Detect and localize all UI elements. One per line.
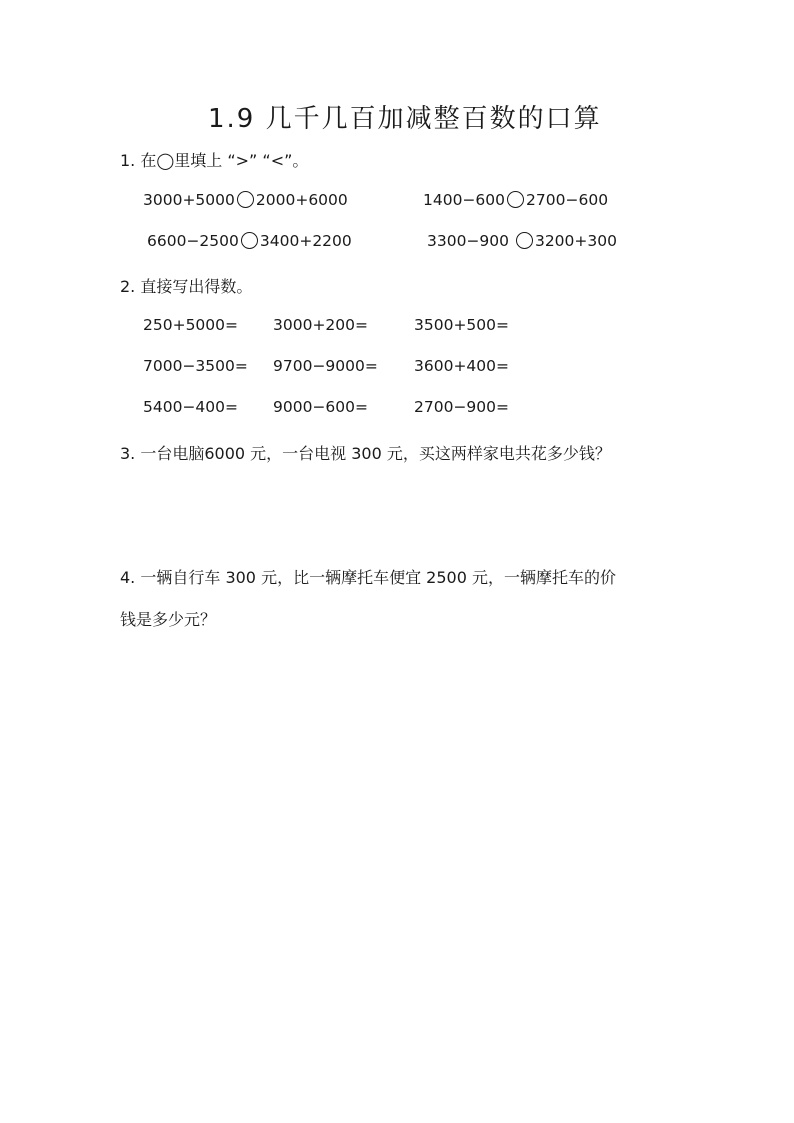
compare-expression <box>423 191 608 209</box>
expression-right: 3200+300 <box>534 232 617 250</box>
arithmetic-expression: 250+5000= <box>143 316 239 334</box>
question-3-text: 3. 一台电脑6000 元，一台电视 300 元，买这两样家电共花多少钱？ <box>120 444 611 463</box>
compare-expression <box>147 232 352 250</box>
expression-left: 1400−600 <box>423 191 506 209</box>
expression-right: 2700−600 <box>526 191 609 209</box>
page-title: 1.9 几千几百加减整百数的口算 <box>208 104 602 134</box>
arithmetic-expression: 2700−900= <box>414 398 510 416</box>
arithmetic-expression: 3000+200= <box>273 316 369 334</box>
expression-left: 6600−2500 <box>147 232 239 250</box>
arithmetic-expression: 9700−9000= <box>273 357 378 375</box>
arithmetic-expression: 3500+500= <box>414 316 510 334</box>
blank-circle-icon <box>507 191 524 208</box>
expression-left: 3300−900 <box>427 232 514 250</box>
compare-expression <box>143 191 348 209</box>
expression-right: 3400+2200 <box>259 232 352 250</box>
question-1-heading: 1. 在◯里填上 “>” “<”。 <box>120 151 309 170</box>
question-4-line-2: 钱是多少元？ <box>120 610 217 629</box>
expression-left: 3000+5000 <box>143 191 235 209</box>
question-2-heading: 2. 直接写出得数。 <box>120 277 253 296</box>
blank-circle-icon <box>516 232 533 249</box>
arithmetic-expression: 9000−600= <box>273 398 369 416</box>
compare-expression <box>427 232 617 250</box>
question-4-line-1: 4. 一辆自行车 300 元，比一辆摩托车便宜 2500 元，一辆摩托车的价 <box>120 568 616 587</box>
blank-circle-icon <box>241 232 258 249</box>
blank-circle-icon <box>237 191 254 208</box>
arithmetic-expression: 5400−400= <box>143 398 239 416</box>
arithmetic-expression: 7000−3500= <box>143 357 248 375</box>
expression-right: 2000+6000 <box>255 191 348 209</box>
arithmetic-expression: 3600+400= <box>414 357 510 375</box>
